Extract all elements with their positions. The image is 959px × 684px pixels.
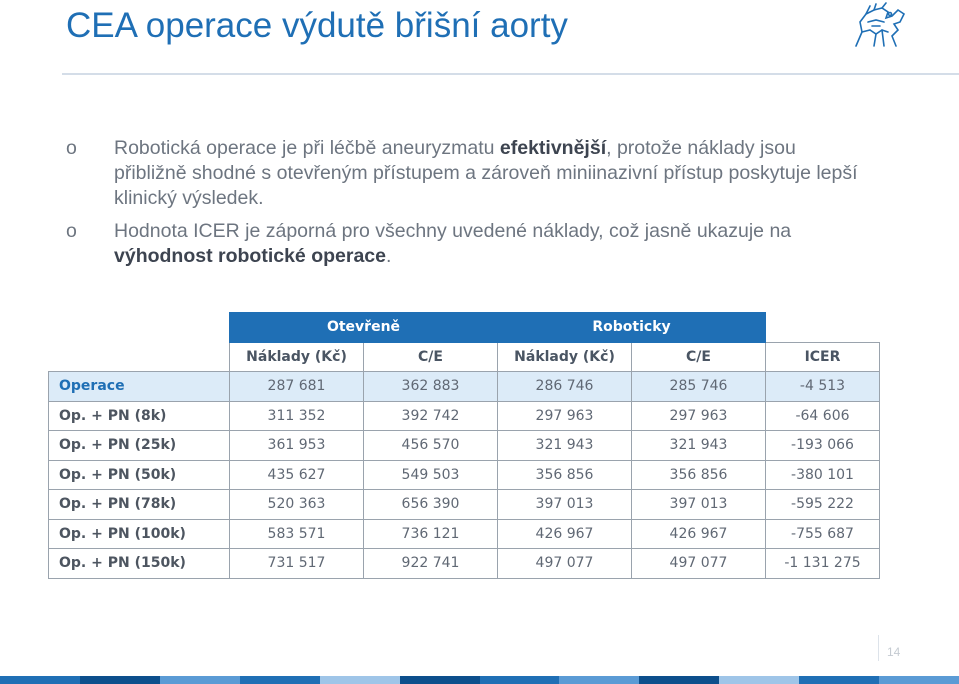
footer-stripe <box>400 676 480 684</box>
table-cell: 736 121 <box>364 519 498 549</box>
footer-stripe <box>879 676 959 684</box>
row-label: Op. + PN (100k) <box>49 519 230 549</box>
row-label: Op. + PN (50k) <box>49 460 230 490</box>
table-cell: -4 513 <box>766 372 880 402</box>
table-cell: -1 131 275 <box>766 549 880 579</box>
group-header-robotic: Roboticky <box>498 313 766 343</box>
page-number: 14 <box>887 645 901 659</box>
footer-stripe <box>240 676 320 684</box>
table-cell: 922 741 <box>364 549 498 579</box>
row-label: Operace <box>49 372 230 402</box>
table-cell: 321 943 <box>632 431 766 461</box>
bullet-text-bold: efektivnější <box>499 137 607 159</box>
slide-title: CEA operace výdutě břišní aorty <box>66 6 568 45</box>
group-header-row <box>49 313 880 343</box>
table-cell: 497 077 <box>498 549 632 579</box>
table-cell: 356 856 <box>498 460 632 490</box>
sub-header-open-costs: Náklady (Kč) <box>230 342 364 372</box>
table-row <box>49 372 880 402</box>
sub-header-robotic-costs: Náklady (Kč) <box>498 342 632 372</box>
empty-cell <box>49 313 230 343</box>
footer-stripe <box>639 676 719 684</box>
table-cell: 286 746 <box>498 372 632 402</box>
row-label: Op. + PN (78k) <box>49 490 230 520</box>
sub-header-robotic-ce: C/E <box>632 342 766 372</box>
table-cell: 321 943 <box>498 431 632 461</box>
row-label: Op. + PN (25k) <box>49 431 230 461</box>
table-cell: 397 013 <box>632 490 766 520</box>
table-cell: 392 742 <box>364 401 498 431</box>
table-row <box>49 401 880 431</box>
table-cell: 426 967 <box>632 519 766 549</box>
bullet-text-pre: Robotická operace je při léčbě aneuryzmatu <box>114 137 500 159</box>
university-lion-logo-icon <box>846 2 908 50</box>
footer-stripe <box>80 676 160 684</box>
bullet-text <box>114 219 859 269</box>
table-cell: 297 963 <box>632 401 766 431</box>
table-cell: -595 222 <box>766 490 880 520</box>
bullet-text <box>114 136 859 211</box>
table-cell: 311 352 <box>230 401 364 431</box>
bullet-text-pre: Hodnota ICER je záporná pro všechny uvedené náklady, což jasně ukazuje na <box>114 220 792 242</box>
footer-stripe <box>160 676 240 684</box>
bullet-marker: o <box>66 220 77 242</box>
table-cell: 426 967 <box>498 519 632 549</box>
table-cell: -380 101 <box>766 460 880 490</box>
group-header-open: Otevřeně <box>230 313 498 343</box>
page-number-divider <box>878 635 879 661</box>
table-cell: 731 517 <box>230 549 364 579</box>
table-cell: 285 746 <box>632 372 766 402</box>
empty-cell <box>49 342 230 372</box>
footer-stripe <box>559 676 639 684</box>
table-row <box>49 460 880 490</box>
footer-stripe <box>799 676 879 684</box>
table-cell: -193 066 <box>766 431 880 461</box>
table-cell: 456 570 <box>364 431 498 461</box>
footer-stripe <box>0 676 80 684</box>
table-cell: 520 363 <box>230 490 364 520</box>
table-cell: 356 856 <box>632 460 766 490</box>
row-label: Op. + PN (150k) <box>49 549 230 579</box>
table-cell: -755 687 <box>766 519 880 549</box>
table-cell: 397 013 <box>498 490 632 520</box>
table-cell: 297 963 <box>498 401 632 431</box>
table-cell: 497 077 <box>632 549 766 579</box>
sub-header-open-ce: C/E <box>364 342 498 372</box>
table-row <box>49 549 880 579</box>
table-cell: 287 681 <box>230 372 364 402</box>
bullet-text-bold: výhodnost robotické operace <box>114 245 386 267</box>
cost-effectiveness-table <box>48 312 880 579</box>
table-cell: 435 627 <box>230 460 364 490</box>
sub-header-row <box>49 342 880 372</box>
bullet-text-post: . <box>385 245 392 267</box>
table-cell: 362 883 <box>364 372 498 402</box>
table-row <box>49 431 880 461</box>
table-row <box>49 490 880 520</box>
table-cell: 583 571 <box>230 519 364 549</box>
footer-stripe-bar <box>0 676 959 684</box>
footer-stripe <box>719 676 799 684</box>
table-cell: 549 503 <box>364 460 498 490</box>
bullet-marker: o <box>66 137 77 159</box>
table-cell: 361 953 <box>230 431 364 461</box>
row-label: Op. + PN (8k) <box>49 401 230 431</box>
footer-stripe <box>480 676 560 684</box>
bullet-text-post: , protože náklady jsou přibližně shodné s otevřeným přístupem a zároveň miniinazivní přístup poskytuje lepší klinický výsledek. <box>114 137 858 209</box>
footer-stripe <box>320 676 400 684</box>
title-divider <box>62 73 959 75</box>
table-cell: 656 390 <box>364 490 498 520</box>
sub-header-icer: ICER <box>766 342 880 372</box>
table-cell: -64 606 <box>766 401 880 431</box>
table-row <box>49 519 880 549</box>
empty-cell <box>766 313 880 343</box>
